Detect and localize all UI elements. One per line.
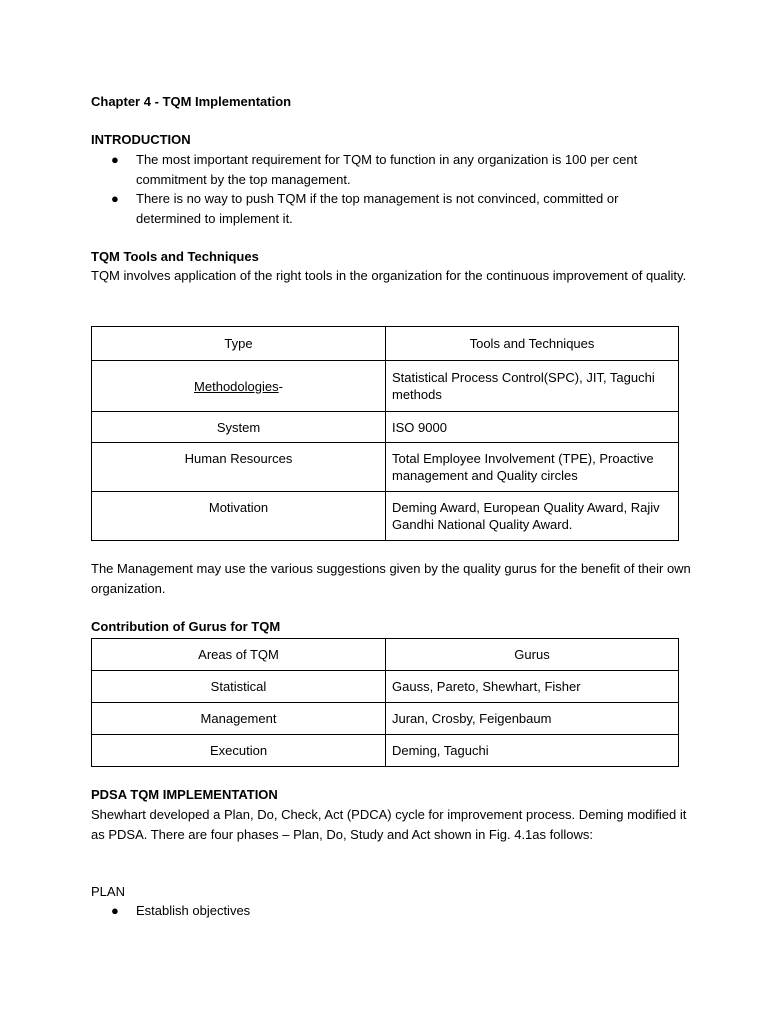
tools-table bbox=[91, 326, 679, 541]
table-cell-tools: Total Employee Involvement (TPE), Proactive management and Quality circles bbox=[386, 443, 679, 492]
chapter-title: Chapter 4 - TQM Implementation bbox=[91, 94, 292, 109]
table-row bbox=[92, 412, 679, 443]
table-row bbox=[92, 671, 679, 703]
bullet-icon: ● bbox=[111, 152, 119, 167]
table-cell-gurus: Deming, Taguchi bbox=[386, 735, 679, 767]
table-row bbox=[92, 735, 679, 767]
table-header-row bbox=[92, 639, 679, 671]
table-row bbox=[92, 703, 679, 735]
pdsa-paragraph: Shewhart developed a Plan, Do, Check, Act (PDCA) cycle for improvement process. Deming modified it as PDSA. There are four phases – Plan, Do, Study and Act shown in Fig. 4.1as follows: bbox=[91, 807, 687, 842]
table-cell-gurus: Gauss, Pareto, Shewhart, Fisher bbox=[386, 671, 679, 703]
table-cell-tools: ISO 9000 bbox=[386, 412, 679, 443]
table-header-cell: Gurus bbox=[386, 639, 679, 671]
tools-heading: TQM Tools and Techniques bbox=[91, 249, 259, 264]
list-item-text: Establish objectives bbox=[136, 903, 251, 918]
gurus-heading: Contribution of Gurus for TQM bbox=[91, 619, 281, 634]
table-cell-type bbox=[92, 361, 386, 412]
table-cell-area: Statistical bbox=[92, 671, 386, 703]
table-cell-gurus: Juran, Crosby, Feigenbaum bbox=[386, 703, 679, 735]
list-item-text: The most important requirement for TQM to function in any organization is 100 per cent commitment by the top management. bbox=[136, 152, 638, 187]
bullet-icon: ● bbox=[111, 903, 119, 918]
table-cell-area: Execution bbox=[92, 735, 386, 767]
table-header-row bbox=[92, 327, 679, 361]
table-row bbox=[92, 492, 679, 541]
table-header-cell: Tools and Techniques bbox=[386, 327, 679, 361]
introduction-heading: INTRODUCTION bbox=[91, 132, 191, 147]
list-item bbox=[91, 150, 681, 189]
bullet-icon: ● bbox=[111, 191, 119, 206]
table-header-cell: Type bbox=[92, 327, 386, 361]
table-cell-tools: Deming Award, European Quality Award, Rajiv Gandhi National Quality Award. bbox=[386, 492, 679, 541]
plan-list bbox=[91, 901, 681, 921]
list-item bbox=[91, 189, 681, 228]
plan-label: PLAN bbox=[91, 884, 125, 899]
list-item-text: There is no way to push TQM if the top management is not convinced, committed or determined to implement it. bbox=[136, 191, 619, 226]
introduction-list bbox=[91, 150, 681, 228]
methodologies-link[interactable]: Methodologies bbox=[194, 378, 279, 394]
gurus-table bbox=[91, 638, 679, 767]
table-cell-type: System bbox=[92, 412, 386, 443]
table-row bbox=[92, 361, 679, 412]
table-row bbox=[92, 443, 679, 492]
tools-paragraph: TQM involves application of the right tools in the organization for the continuous improvement of quality. bbox=[91, 268, 687, 283]
table-cell-tools: Statistical Process Control(SPC), JIT, Taguchi methods bbox=[386, 361, 679, 412]
table-cell-area: Management bbox=[92, 703, 386, 735]
list-item bbox=[91, 901, 681, 921]
table-header-cell: Areas of TQM bbox=[92, 639, 386, 671]
management-paragraph: The Management may use the various suggestions given by the quality gurus for the benefit of their own organization. bbox=[91, 561, 691, 596]
type-suffix: - bbox=[278, 378, 283, 394]
table-cell-type: Motivation bbox=[92, 492, 386, 541]
pdsa-heading: PDSA TQM IMPLEMENTATION bbox=[91, 787, 278, 802]
table-cell-type: Human Resources bbox=[92, 443, 386, 492]
